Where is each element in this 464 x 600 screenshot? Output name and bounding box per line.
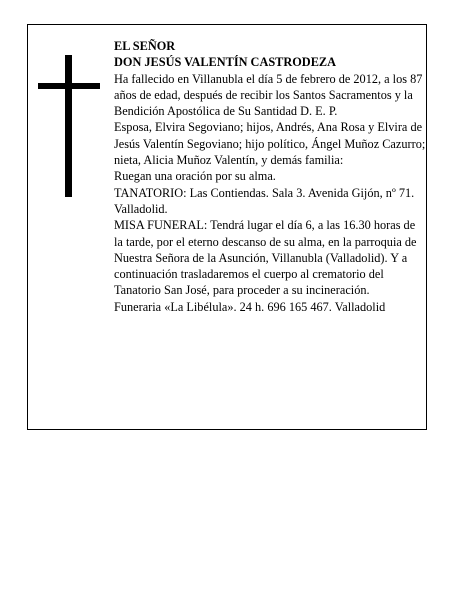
prayer-request: Ruegan una oración por su alma.	[114, 169, 276, 184]
heading-title: EL SEÑOR	[114, 39, 176, 53]
deceased-name: DON JESÚS VALENTÍN CASTRODEZA	[114, 55, 336, 70]
funeral-home-info: Funeraria «La Libélula». 24 h. 696 165 467. Valladolid	[114, 299, 386, 314]
cross-vertical-bar	[65, 55, 72, 197]
funeral-mass-info: MISA FUNERAL: Tendrá lugar el día 6, a las 16.30 horas de la tarde, por el eterno descanso de su alma, en la parroquia de Nuestra Señora de la Asunción, Villanubla (Valladolid). Y a continuación trasladaremos el cuerpo al crematorio del Tanatorio San José, para proceder a su incineración.	[114, 218, 417, 298]
family-paragraph: Esposa, Elvira Segoviano; hijos, Andrés, Ana Rosa y Elvira de Jesús Valentín Segoviano; hijo político, Ángel Muñoz Cazurro; nieta, Alicia Muñoz Valentín, y demás familia:	[114, 120, 426, 168]
cross-icon	[38, 55, 100, 197]
tanatorio-info: TANATORIO: Las Contiendas. Sala 3. Avenida Gijón, nº 71. Valladolid.	[114, 185, 415, 216]
cross-horizontal-bar	[38, 83, 100, 89]
obituary-text	[114, 38, 426, 315]
death-info-paragraph: Ha fallecido en Villanubla el día 5 de febrero de 2012, a los 87 años de edad, después de recibir los Santos Sacramentos y la Bendición Apostólica de Su Santidad D. E. P.	[114, 71, 423, 119]
